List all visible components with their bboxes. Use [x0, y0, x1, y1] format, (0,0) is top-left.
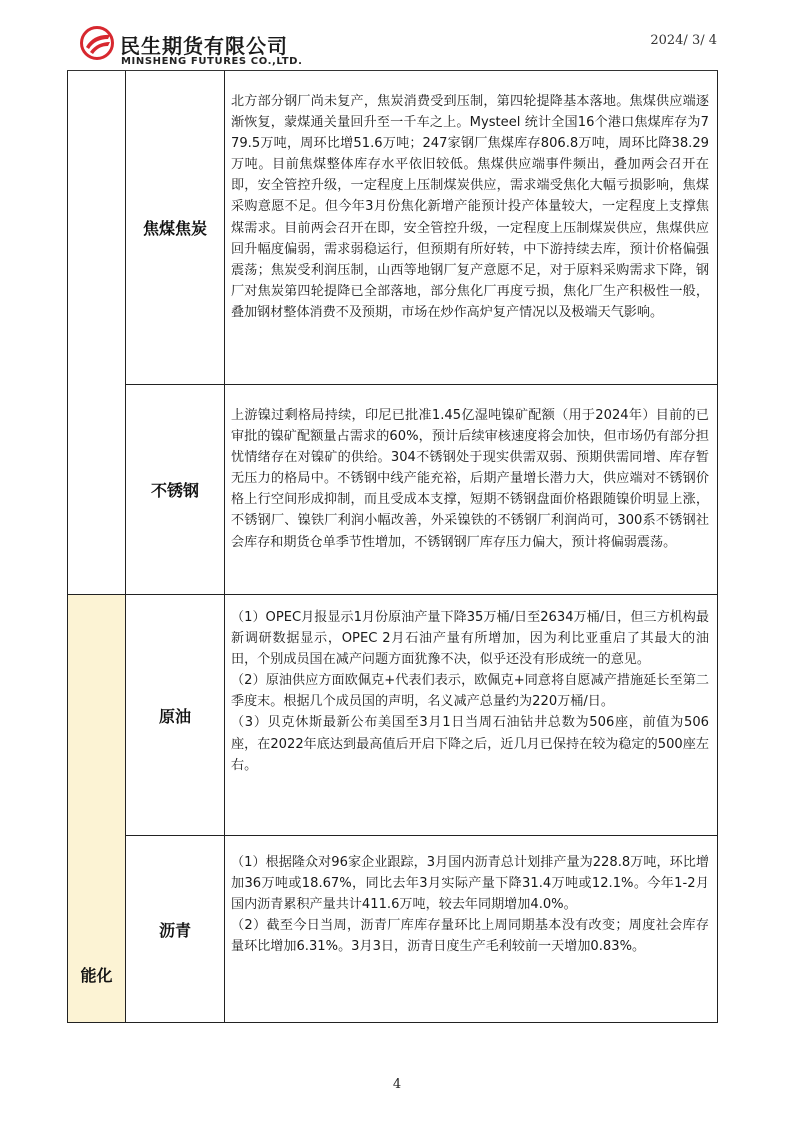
row-name-asphalt [125, 835, 224, 1023]
minsheng-logo-icon [80, 26, 114, 60]
row-content-crude [224, 594, 718, 835]
row-name-coking [125, 71, 224, 384]
row-content-stainless [224, 384, 718, 594]
asphalt-paragraph-2: （2）截至今日当周，沥青厂库库存量环比上周同期基本没有改变；周度社会库存量环比增加6.31%。3月3日，沥青日度生产毛利较前一天增加0.83%。 [231, 918, 709, 955]
asphalt-paragraph-1: （1）根据隆众对96家企业跟踪，3月国内沥青总计划排产量为228.8万吨，环比增加36万吨或18.67%，同比去年3月实际产量下降31.4万吨或12.1%。今年1-2月国内沥青累积产量共计411.6万吨，较去年同期增加4.0%。 [231, 855, 709, 913]
crude-paragraph-3: （3）贝克休斯最新公布美国至3月1日当周石油钻井总数为506座，前值为506座，在2022年底达到最高值后开启下降之后，近几月已保持在较为稳定的500座左右。 [231, 715, 709, 773]
commodity-table [67, 71, 718, 1023]
row-content-coking [224, 71, 718, 384]
row-name-crude [125, 594, 224, 835]
asphalt-label: 沥青 [158, 920, 191, 940]
coking-label: 焦煤焦炭 [142, 219, 207, 238]
row-content-asphalt [224, 835, 718, 1023]
crude-label: 原油 [158, 706, 191, 726]
crude-paragraph-2: （2）原油供应方面欧佩克+代表们表示，欧佩克+同意将自愿减产措施延长至第二季度末。根据几个成员国的声明，名义减产总量约为220万桶/日。 [231, 673, 709, 710]
company-name-cn: 民生期货有限公司 [120, 34, 288, 58]
report-date: 2024/ 3/ 4 [650, 33, 717, 48]
crude-paragraph-1: （1）OPEC月报显示1月份原油产量下降35万桶/日至2634万桶/日，但三方机构最新调研数据显示，OPEC 2月石油产量有所增加，因为利比亚重启了其最大的油田，个别成员国在减产问题方面犹豫不决，似乎还没有形成统一的意见。 [231, 610, 709, 668]
page-number: 4 [392, 1077, 402, 1092]
stainless-paragraph: 上游镍过剩格局持续，印尼已批准1.45亿湿吨镍矿配额（用于2024年）目前的已审批的镍矿配额量占需求的60%，预计后续审核速度将会加快，但市场仍有部分担忧情绪存在对镍矿的供给。304不锈钢处于现实供需双弱、预期供需同增、库存暂无压力的格局中。不锈钢中线产能充裕，后期产量增长潜力大，供应端对不锈钢价格上行空间形成抑制，而且受成本支撑，短期不锈钢盘面价格跟随镍价明显上涨，不锈钢厂、镍铁厂利润小幅改善，外采镍铁的不锈钢厂利润尚可，300系不锈钢社会库存和期货仓单季节性增加，不锈钢钢厂库存压力偏大，预计将偏弱震荡。 [231, 408, 709, 550]
stainless-label: 不锈钢 [150, 481, 199, 500]
company-name-en: MINSHENG FUTURES CO.,LTD. [121, 56, 303, 67]
sector-label-energy: 能化 [80, 966, 113, 985]
sector-cell-continued [67, 71, 125, 594]
sector-cell-energy [67, 594, 125, 1023]
row-name-stainless [125, 384, 224, 594]
page-header [0, 0, 794, 72]
coking-paragraph: 北方部分钢厂尚未复产，焦炭消费受到压制，第四轮提降基本落地。焦煤供应端逐渐恢复，蒙煤通关量回升至一千车之上。Mysteel 统计全国16个港口焦煤库存为779.5万吨，周环比增51.6万吨；247家钢厂焦煤库存806.8万吨，周环比降38.29万吨。目前焦煤整体库存水平依旧较低。焦煤供应端事件频出，叠加两会召开在即，安全管控升级，一定程度上压制煤炭供应，需求端受焦化大幅亏损影响，焦煤采购意愿不足。但今年3月份焦化新增产能预计投产体量较大，一定程度上支撑焦煤需求。目前两会召开在即，安全管控升级，一定程度上压制煤炭供应，焦煤供应回升幅度偏弱，需求弱稳运行，但预期有所好转，中下游持续去库，预计价格偏强震荡；焦炭受利润压制，山西等地钢厂复产意愿不足，对于原料采购需求下降，钢厂对焦炭第四轮提降已全部落地，部分焦化厂再度亏损，焦化厂生产积极性一般，叠加钢材整体消费不及预期，市场在炒作高炉复产情况以及极端天气影响。 [231, 94, 709, 320]
